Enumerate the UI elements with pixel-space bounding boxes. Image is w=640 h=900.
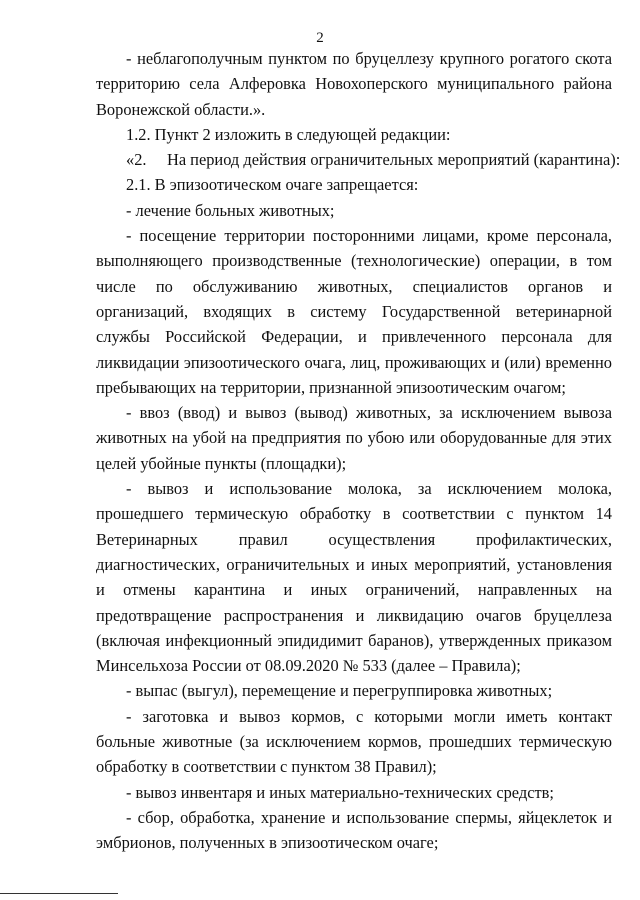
list-item-import-export: - ввоз (ввод) и вывоз (вывод) животных, за исключением вывоза животных на убой на предприятия по убою или оборудованные для этих целей убойные пункты (площадки);	[96, 403, 612, 473]
list-item-treatment: - лечение больных животных;	[126, 200, 335, 220]
list-item-feed: - заготовка и вывоз кормов, с которыми могли иметь контакт больные животные (за исключением кормов, прошедших термическую обработку в соответствии с пунктом 38 Правил);	[96, 706, 612, 777]
list-item-grazing: - выпас (выгул), перемещение и перегруппировка животных;	[126, 681, 553, 701]
paragraph-brucellosis-point: - неблагополучным пунктом по бруцеллезу крупного рогатого скота территорию села Алферовка Новохоперского муниципального района Воронежской области.».	[96, 49, 612, 119]
paragraph-clause-2: «2. На период действия ограничительных мероприятий (карантина):	[126, 150, 621, 170]
paragraph-clause-1-2: 1.2. Пункт 2 изложить в следующей редакции:	[126, 124, 451, 144]
paragraph-clause-2-1: 2.1. В эпизоотическом очаге запрещается:	[126, 175, 419, 195]
footer-divider	[0, 893, 118, 894]
page-number: 2	[316, 30, 324, 46]
list-item-milk: - вывоз и использование молока, за исключением молока, прошедшего термическую обработку в соответствии с пунктом 14 Ветеринарных правил осуществления профилактических, диагностических, ограничительных и иных мероприятий, установления и отмены карантина и иных ограничений, направленных на предотвращение распространения и ликвидацию очагов бруцеллеза (включая инфекционный эпидидимит баранов), утвержденных приказом Минсельхоза России от 08.09.2020 № 533 (далее – Правила);	[96, 479, 612, 676]
list-item-semen-embryos: - сбор, обработка, хранение и использование спермы, яйцеклеток и эмбрионов, полученных в эпизоотическом очаге;	[96, 807, 612, 853]
list-item-inventory: - вывоз инвентаря и иных материально-технических средств;	[126, 782, 554, 802]
document-body	[96, 46, 621, 856]
list-item-visits: - посещение территории посторонними лицами, кроме персонала, выполняющего производственные (технологические) операции, в том числе по обслуживанию животных, специалистов органов и организаций, входящих в систему Государственной ветеринарной службы Российской Федерации, и привлеченного персонала для ликвидации эпизоотического очага, лиц, проживающих и (или) временно пребывающих на территории, признанной эпизоотическим очагом;	[96, 226, 612, 397]
